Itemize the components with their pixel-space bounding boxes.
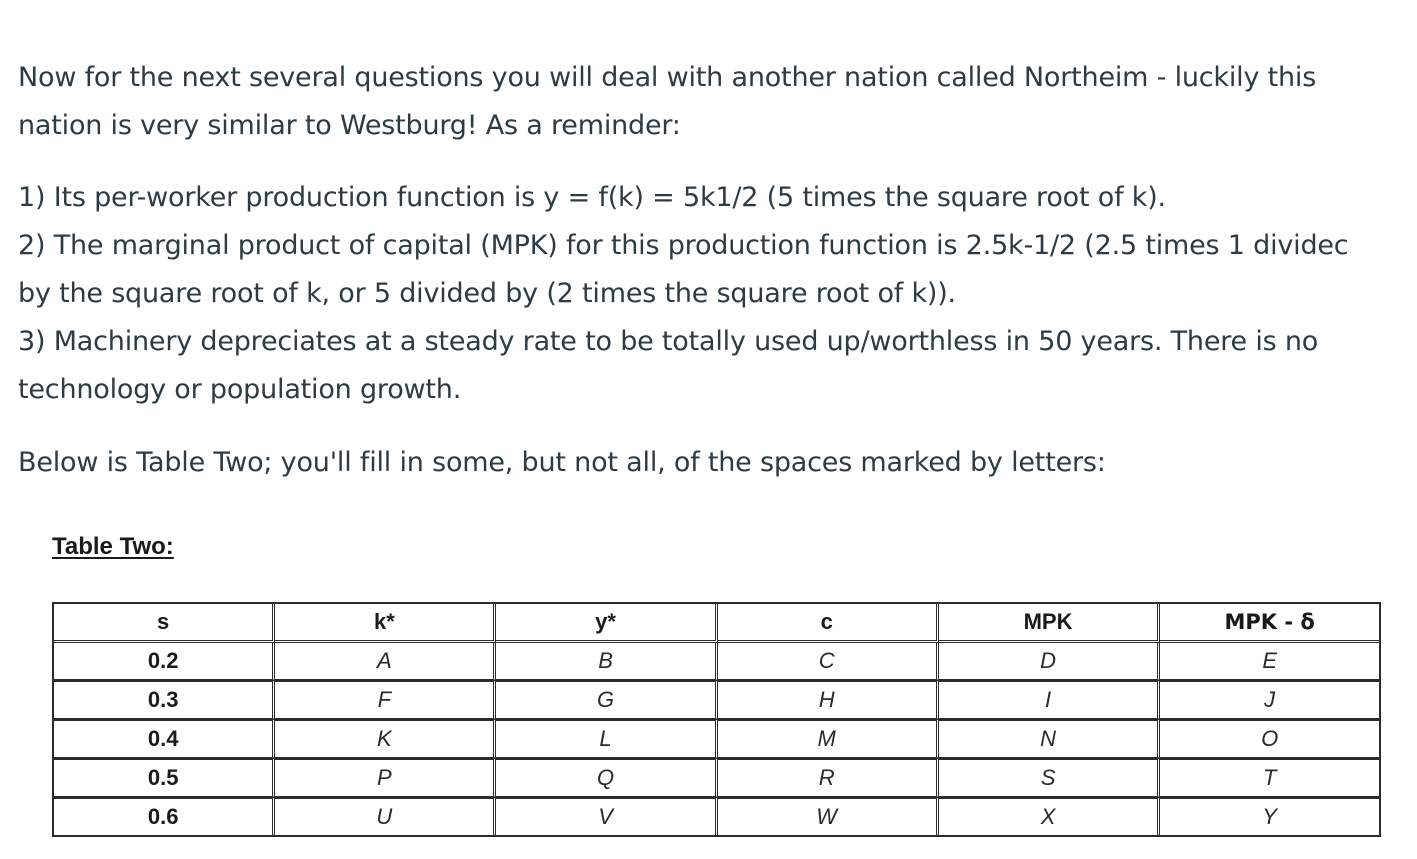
cell-c: W: [718, 797, 939, 835]
cell-c: M: [718, 719, 939, 758]
cell-mpk-minus-delta: T: [1160, 758, 1379, 797]
intro-line: Now for the next several questions you will deal with another nation called Northeim - luckily this: [18, 62, 1317, 93]
table-row: [54, 758, 1379, 797]
cell-k-star: P: [275, 758, 496, 797]
header-mpk-minus-delta: MPK - δ: [1160, 604, 1379, 643]
cell-s: 0.5: [54, 758, 275, 797]
cell-y-star: Q: [496, 758, 717, 797]
cell-c: R: [718, 758, 939, 797]
cell-mpk: N: [939, 719, 1161, 758]
cell-k-star: A: [275, 643, 496, 680]
table-intro-line: Below is Table Two; you'll fill in some, but not all, of the spaces marked by letters:: [18, 447, 1106, 478]
cell-s: 0.3: [54, 680, 275, 719]
cell-y-star: B: [496, 643, 717, 680]
cell-mpk: I: [939, 680, 1161, 719]
table-row: [54, 797, 1379, 835]
reminder-list: [18, 174, 1348, 414]
table-row: [54, 643, 1379, 680]
table-row: [54, 719, 1379, 758]
header-mpk: MPK: [939, 604, 1161, 643]
reminder-line: by the square root of k, or 5 divided by (2 times the square root of k)).: [18, 278, 956, 309]
reminder-line: 2) The marginal product of capital (MPK) for this production function is 2.5k-1/2 (2.5 times 1 dividec: [18, 230, 1349, 261]
reminder-line: 1) Its per-worker production function is y = f(k) = 5k1/2 (5 times the square root of k).: [18, 182, 1166, 213]
cell-s: 0.6: [54, 797, 275, 835]
header-k-star: k*: [275, 604, 496, 643]
cell-y-star: L: [496, 719, 717, 758]
reminder-line: 3) Machinery depreciates at a steady rate to be totally used up/worthless in 50 years. There is no: [18, 326, 1319, 357]
cell-c: C: [718, 643, 939, 680]
cell-mpk-minus-delta: O: [1160, 719, 1379, 758]
table-caption: Table Two:: [52, 533, 174, 560]
cell-mpk-minus-delta: Y: [1160, 797, 1379, 835]
cell-mpk: D: [939, 643, 1161, 680]
cell-mpk: X: [939, 797, 1161, 835]
cell-k-star: F: [275, 680, 496, 719]
header-y-star: y*: [496, 604, 717, 643]
cell-s: 0.2: [54, 643, 275, 680]
cell-k-star: U: [275, 797, 496, 835]
cell-mpk: S: [939, 758, 1161, 797]
header-c: c: [718, 604, 939, 643]
reminder-line: technology or population growth.: [18, 374, 462, 405]
header-s: s: [54, 604, 275, 643]
intro-paragraph: [18, 54, 1316, 150]
table-header-row: [54, 604, 1379, 643]
table-row: [54, 680, 1379, 719]
cell-y-star: V: [496, 797, 717, 835]
table-two: [52, 602, 1381, 837]
cell-mpk-minus-delta: E: [1160, 643, 1379, 680]
cell-c: H: [718, 680, 939, 719]
cell-mpk-minus-delta: J: [1160, 680, 1379, 719]
table-intro-paragraph: [18, 439, 1106, 487]
cell-y-star: G: [496, 680, 717, 719]
intro-line: nation is very similar to Westburg! As a reminder:: [18, 110, 681, 141]
cell-s: 0.4: [54, 719, 275, 758]
cell-k-star: K: [275, 719, 496, 758]
